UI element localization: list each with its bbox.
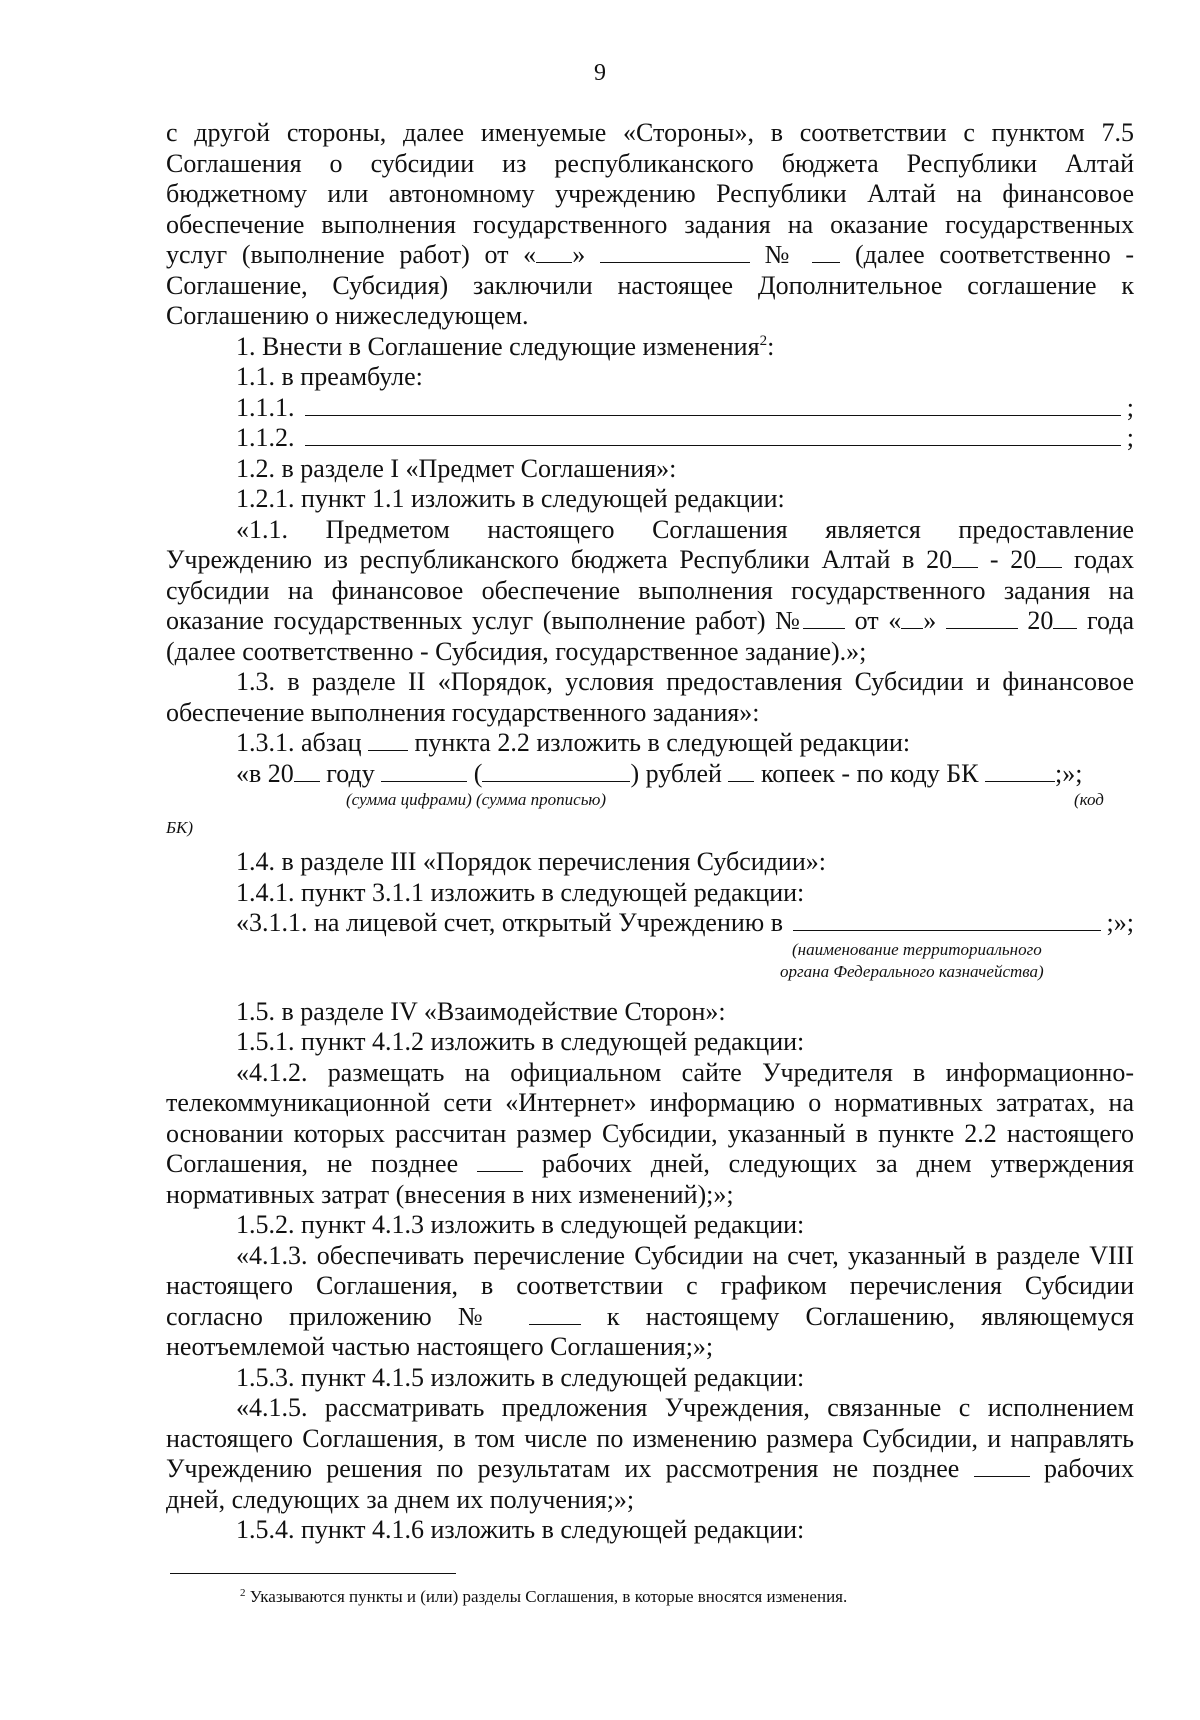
bk-code-blank[interactable]: [985, 759, 1055, 782]
quote-line: дней, следующих за днем их получения;»;: [166, 1484, 635, 1514]
item-1-2: 1.2. в разделе I «Предмет Соглашения»:: [236, 453, 677, 483]
day-blank[interactable]: [901, 606, 923, 629]
treasury-caption: органа Федерального казначейства): [780, 961, 1044, 981]
number-blank[interactable]: [803, 606, 845, 629]
item-1-1-1: 1.1.1. ;: [236, 392, 1134, 422]
treasury-blank[interactable]: [793, 908, 1101, 931]
preamble-line: обеспечение выполнения государственного задания на оказание государственных: [166, 209, 1134, 239]
item-1-5-2: 1.5.2. пункт 4.1.3 изложить в следующей редакции:: [236, 1210, 805, 1239]
document-body: [166, 118, 1134, 1546]
preamble-line: бюджетному или автономному учреждению Республики Алтай на финансовое: [166, 179, 1134, 208]
item-1-3-cont: обеспечение выполнения государственного задания»:: [166, 697, 760, 727]
quote-line: основании которых рассчитан размер Субсидии, указанный в пункте 2.2 настоящего: [166, 1118, 1134, 1148]
appendix-number-blank[interactable]: [529, 1302, 581, 1325]
quote-line: Учреждению решения по результатам их рассмотрения не позднее рабочих: [166, 1454, 1135, 1483]
quote-line: (далее соответственно - Субсидия, государственное задание).»;: [166, 636, 867, 666]
item-1-5-4: 1.5.4. пункт 4.1.6 изложить в следующей редакции:: [236, 1515, 805, 1544]
year-blank[interactable]: [1036, 545, 1062, 568]
item-1-3-1: 1.3.1. абзац пункта 2.2 изложить в следующей редакции:: [236, 728, 911, 757]
quote-line: «3.1.1. на лицевой счет, открытый Учреждению в ;»;: [236, 908, 1134, 937]
quote-line: субсидии на финансовое обеспечение выполнения государственного задания на: [166, 575, 1134, 605]
treasury-caption: (наименование территориального: [792, 939, 1042, 959]
footnote: [240, 1587, 847, 1607]
days-blank[interactable]: [477, 1149, 523, 1172]
footnote-separator: [170, 1573, 456, 1574]
item-1-3: 1.3. в разделе II «Порядок, условия предоставления Субсидии и финансовое: [236, 667, 1134, 696]
preamble-line: услуг (выполнение работ) от « » № (далее соответственно -: [166, 240, 1135, 269]
page-number: 9: [594, 60, 606, 86]
code-caption: (код: [1074, 790, 1104, 809]
footnote-text: Указываются пункты и (или) разделы Соглашения, в которые вносятся изменения.: [245, 1587, 848, 1606]
month-blank[interactable]: [946, 606, 1018, 629]
quote-line: «4.1.3. обеспечивать перечисление Субсидии на счет, указанный в разделе VIII: [236, 1240, 1134, 1270]
date-blank[interactable]: [600, 240, 750, 263]
item-1-2-1: 1.2.1. пункт 1.1 изложить в следующей редакции:: [236, 484, 785, 513]
year-blank[interactable]: [952, 545, 978, 568]
item-1: 1. Внести в Соглашение следующие изменения$^2$:: [236, 331, 775, 361]
quote-line: Соглашения, не позднее рабочих дней, следующих за днем утверждения: [166, 1149, 1134, 1178]
days-blank[interactable]: [974, 1454, 1030, 1477]
quote-line: «1.1. Предметом настоящего Соглашения является предоставление: [236, 514, 1134, 544]
preamble-line: Соглашения о субсидии из республиканского бюджета Республики Алтай: [166, 148, 1134, 178]
preamble-line: Соглашение, Субсидия) заключили настоящее Дополнительное соглашение к: [166, 270, 1134, 300]
quote-line: «4.1.5. рассматривать предложения Учреждения, связанные с исполнением: [236, 1393, 1134, 1422]
caption-row: [166, 939, 1134, 987]
item-1-5-1: 1.5.1. пункт 4.1.2 изложить в следующей редакции:: [236, 1027, 805, 1056]
year-blank[interactable]: [294, 759, 320, 782]
kopecks-blank[interactable]: [728, 759, 754, 782]
quote-line: Учреждению из республиканского бюджета Республики Алтай в 20 - 20 годах: [166, 545, 1135, 574]
amount-words-blank[interactable]: [482, 759, 630, 782]
code-caption-end: БК): [166, 818, 193, 837]
paragraph-blank[interactable]: [368, 728, 408, 751]
quote-line: настоящего Соглашения, в соответствии с графиком перечисления Субсидии: [166, 1271, 1134, 1300]
quote-line: телекоммуникационной сети «Интернет» информацию о нормативных затратах, на: [166, 1088, 1134, 1117]
quote-line: согласно приложению № к настоящему Соглашению, являющемуся: [166, 1301, 1135, 1331]
fill-line[interactable]: [305, 423, 1121, 446]
quote-line: оказание государственных услуг (выполнение работ) № от « » 20 года: [166, 606, 1135, 635]
footnote-ref: 2: [759, 332, 768, 349]
caption-row: [166, 813, 1134, 847]
item-1-1: 1.1. в преамбуле:: [236, 362, 423, 391]
caption-row: [166, 789, 1134, 813]
year-blank[interactable]: [1053, 606, 1077, 629]
quote-line: «4.1.2. размещать на официальном сайте Учредителя в информационно-: [236, 1057, 1134, 1087]
amount-line: «в 20 году ( ) рублей копеек - по коду БК ;»;: [236, 758, 1083, 788]
item-1-4: 1.4. в разделе III «Порядок перечисления Субсидии»:: [236, 847, 826, 876]
item-1-4-1: 1.4.1. пункт 3.1.1 изложить в следующей редакции:: [236, 877, 805, 907]
quote-line: нормативных затрат (внесения в них изменений);»;: [166, 1179, 734, 1209]
preamble-line: Соглашению о нижеследующем.: [166, 301, 529, 330]
item-1-5-3: 1.5.3. пункт 4.1.5 изложить в следующей редакции:: [236, 1362, 805, 1392]
amount-digits-blank[interactable]: [381, 759, 467, 782]
footnote-mark: 2: [240, 1587, 246, 1599]
amount-caption: (сумма цифрами) (сумма прописью): [346, 790, 607, 809]
number-blank[interactable]: [812, 240, 840, 263]
quote-line: неотъемлемой частью настоящего Соглашения;»;: [166, 1332, 714, 1361]
preamble-line: с другой стороны, далее именуемые «Стороны», в соответствии с пунктом 7.5: [166, 118, 1134, 147]
fill-line[interactable]: [305, 393, 1121, 416]
day-blank[interactable]: [536, 240, 572, 263]
item-1-1-2: 1.1.2. ;: [236, 423, 1134, 452]
item-1-5: 1.5. в разделе IV «Взаимодействие Сторон»:: [236, 996, 726, 1026]
quote-line: настоящего Соглашения, в том числе по изменению размера Субсидии, и направлять: [166, 1423, 1134, 1453]
